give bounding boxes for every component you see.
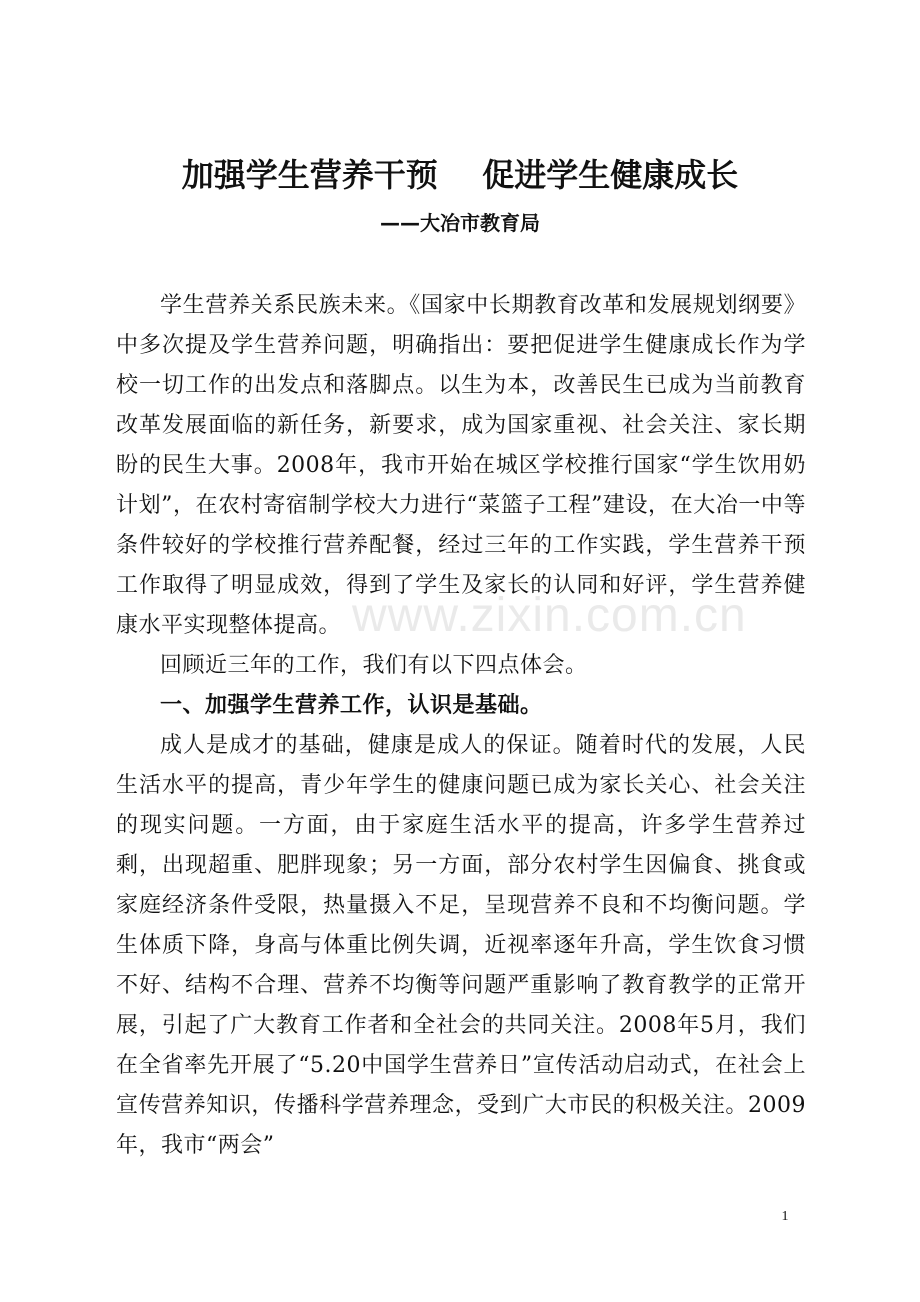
paragraph-intro: 学生营养关系民族未来。《国家中长期教育改革和发展规划纲要》中多次提及学生营养问题，明确指出：要把促进学生健康成长作为学校一切工作的出发点和落脚点。以生为本，改善民生已成为当前教育改革发展面临的新任务，新要求，成为国家重视、社会关注、家长期盼的民生大事。2008年，我市开始在城区学校推行国家“学生饮用奶计划”，在农村寄宿制学校大力进行“菜篮子工程”建设，在大冶一中等条件较好的学校推行营养配餐，经过三年的工作实践，学生营养干预工作取得了明显成效，得到了学生及家长的认同和好评，学生营养健康水平实现整体提高。 (116, 293, 806, 638)
paragraph-section-1: 成人是成才的基础，健康是成人的保证。随着时代的发展，人民生活水平的提高，青少年学生的健康问题已成为家长关心、社会关注的现实问题。一方面，由于家庭生活水平的提高，许多学生营养过剩，出现超重、肥胖现象；另一方面，部分农村学生因偏食、挑食或家庭经济条件受限，热量摄入不足，呈现营养不良和不均衡问题。学生体质下降，身高与体重比例失调，近视率逐年升高，学生饮食习惯不好、结构不合理、营养不均衡等问题严重影响了教育教学的正常开展，引起了广大教育工作者和全社会的共同关注。2008年5月，我们在全省率先开展了“5.20中国学生营养日”宣传活动启动式，在社会上宣传营养知识，传播科学营养理念，受到广大市民的积极关注。2009年，我市“两会” (116, 733, 806, 1158)
document-body (116, 286, 806, 1166)
paragraph-summary: 回顾近三年的工作，我们有以下四点体会。 (160, 653, 588, 678)
page-number: 1 (781, 1209, 789, 1224)
document-title: 加强学生营养干预 促进学生健康成长 (181, 156, 739, 194)
section-heading-1: 一、加强学生营养工作，认识是基础。 (160, 693, 543, 718)
watermark: www.zixin.com.cn (352, 589, 747, 642)
document-subtitle: ——大冶市教育局 (380, 211, 540, 235)
